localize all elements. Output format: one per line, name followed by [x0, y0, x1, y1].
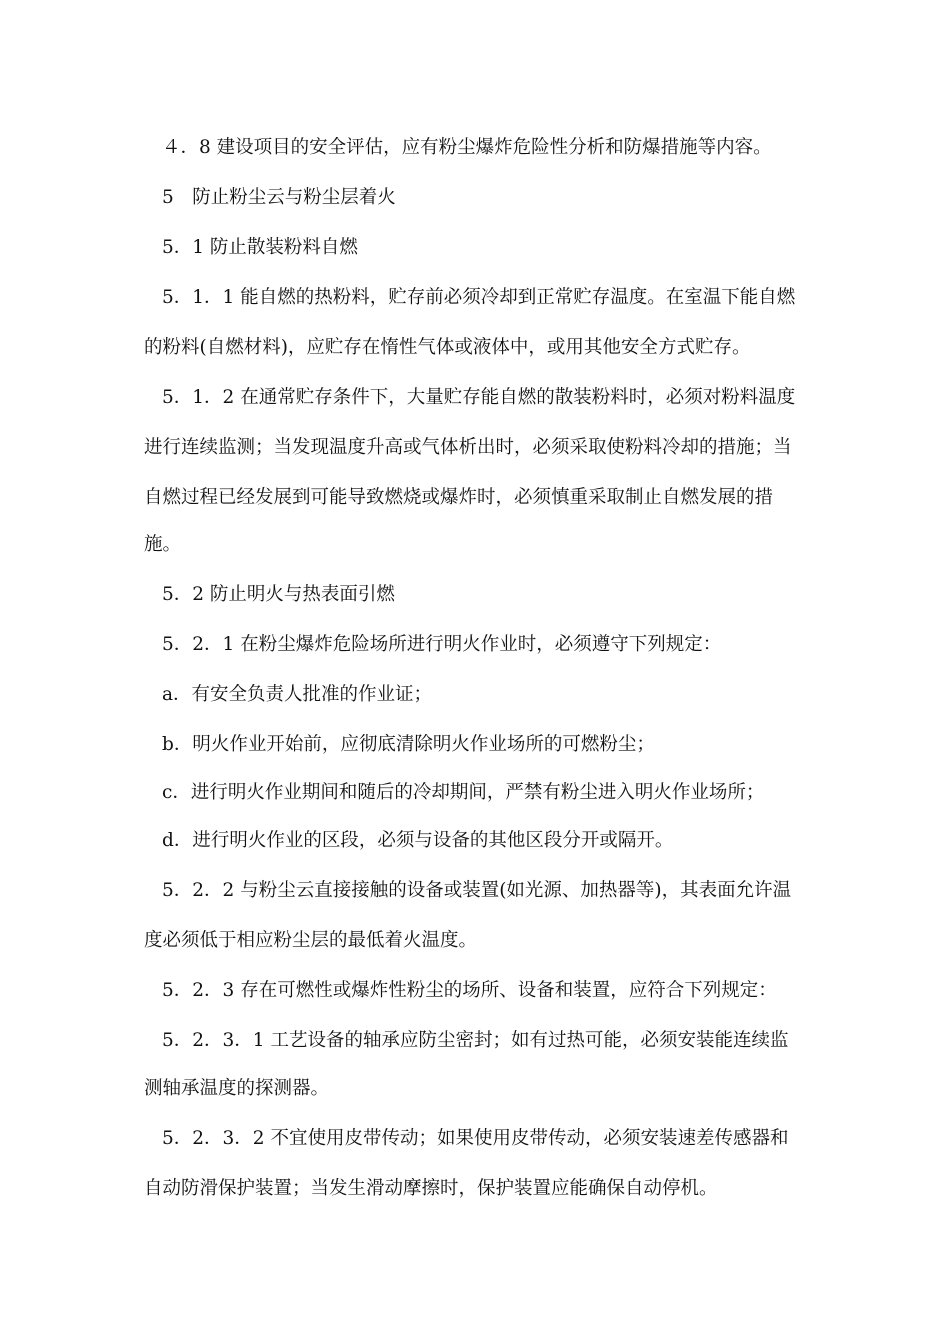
paragraph-5-2-2-line-1: 5．2．2 与粉尘云直接接触的设备或装置(如光源、加热器等)，其表面允许温	[162, 880, 792, 901]
section-5-heading: 5 防止粉尘云与粉尘层着火	[162, 187, 396, 208]
paragraph-4-8: ４．8 建设项目的安全评估，应有粉尘爆炸危险性分析和防爆措施等内容。	[162, 137, 772, 158]
paragraph-5-2-3-1-line-2: 测轴承温度的探测器。	[144, 1078, 330, 1099]
paragraph-5-1-1-line-2: 的粉料(自燃材料)，应贮存在惰性气体或液体中，或用其他安全方式贮存。	[144, 337, 751, 358]
paragraph-5-2-3: 5．2．3 存在可燃性或爆炸性粉尘的场所、设备和装置，应符合下列规定：	[162, 980, 777, 1001]
paragraph-5-2-1: 5．2．1 在粉尘爆炸危险场所进行明火作业时，必须遵守下列规定：	[162, 634, 722, 655]
paragraph-5-1-1-line-1: 5．1．1 能自燃的热粉料，贮存前必须冷却到正常贮存温度。在室温下能自燃	[162, 287, 796, 308]
paragraph-5-1-2-line-2: 进行连续监测；当发现温度升高或气体析出时，必须采取使粉料冷却的措施；当	[144, 437, 792, 458]
section-5-1-heading: 5．1 防止散装粉料自燃	[162, 237, 358, 258]
paragraph-5-2-2-line-2: 度必须低于相应粉尘层的最低着火温度。	[144, 930, 478, 951]
paragraph-5-2-3-1-line-1: 5．2．3．1 工艺设备的轴承应防尘密封；如有过热可能，必须安装能连续监	[162, 1030, 789, 1051]
list-item-c: c．进行明火作业期间和随后的冷却期间，严禁有粉尘进入明火作业场所；	[162, 782, 765, 803]
paragraph-5-1-2-line-4: 施。	[144, 534, 182, 555]
list-item-b: b．明火作业开始前，应彻底清除明火作业场所的可燃粉尘；	[162, 734, 655, 755]
paragraph-5-2-3-2-line-1: 5．2．3．2 不宜使用皮带传动；如果使用皮带传动，必须安装速差传感器和	[162, 1128, 789, 1149]
paragraph-5-1-2-line-1: 5．1．2 在通常贮存条件下，大量贮存能自燃的散装粉料时，必须对粉料温度	[162, 387, 796, 408]
paragraph-5-1-2-line-3: 自燃过程已经发展到可能导致燃烧或爆炸时，必须慎重采取制止自燃发展的措	[144, 487, 774, 508]
list-item-a: a．有安全负责人批准的作业证；	[162, 684, 433, 705]
list-item-d: d．进行明火作业的区段，必须与设备的其他区段分开或隔开。	[162, 830, 674, 851]
section-5-2-heading: 5．2 防止明火与热表面引燃	[162, 584, 395, 605]
paragraph-5-2-3-2-line-2: 自动防滑保护装置；当发生滑动摩擦时，保护装置应能确保自动停机。	[144, 1178, 718, 1199]
